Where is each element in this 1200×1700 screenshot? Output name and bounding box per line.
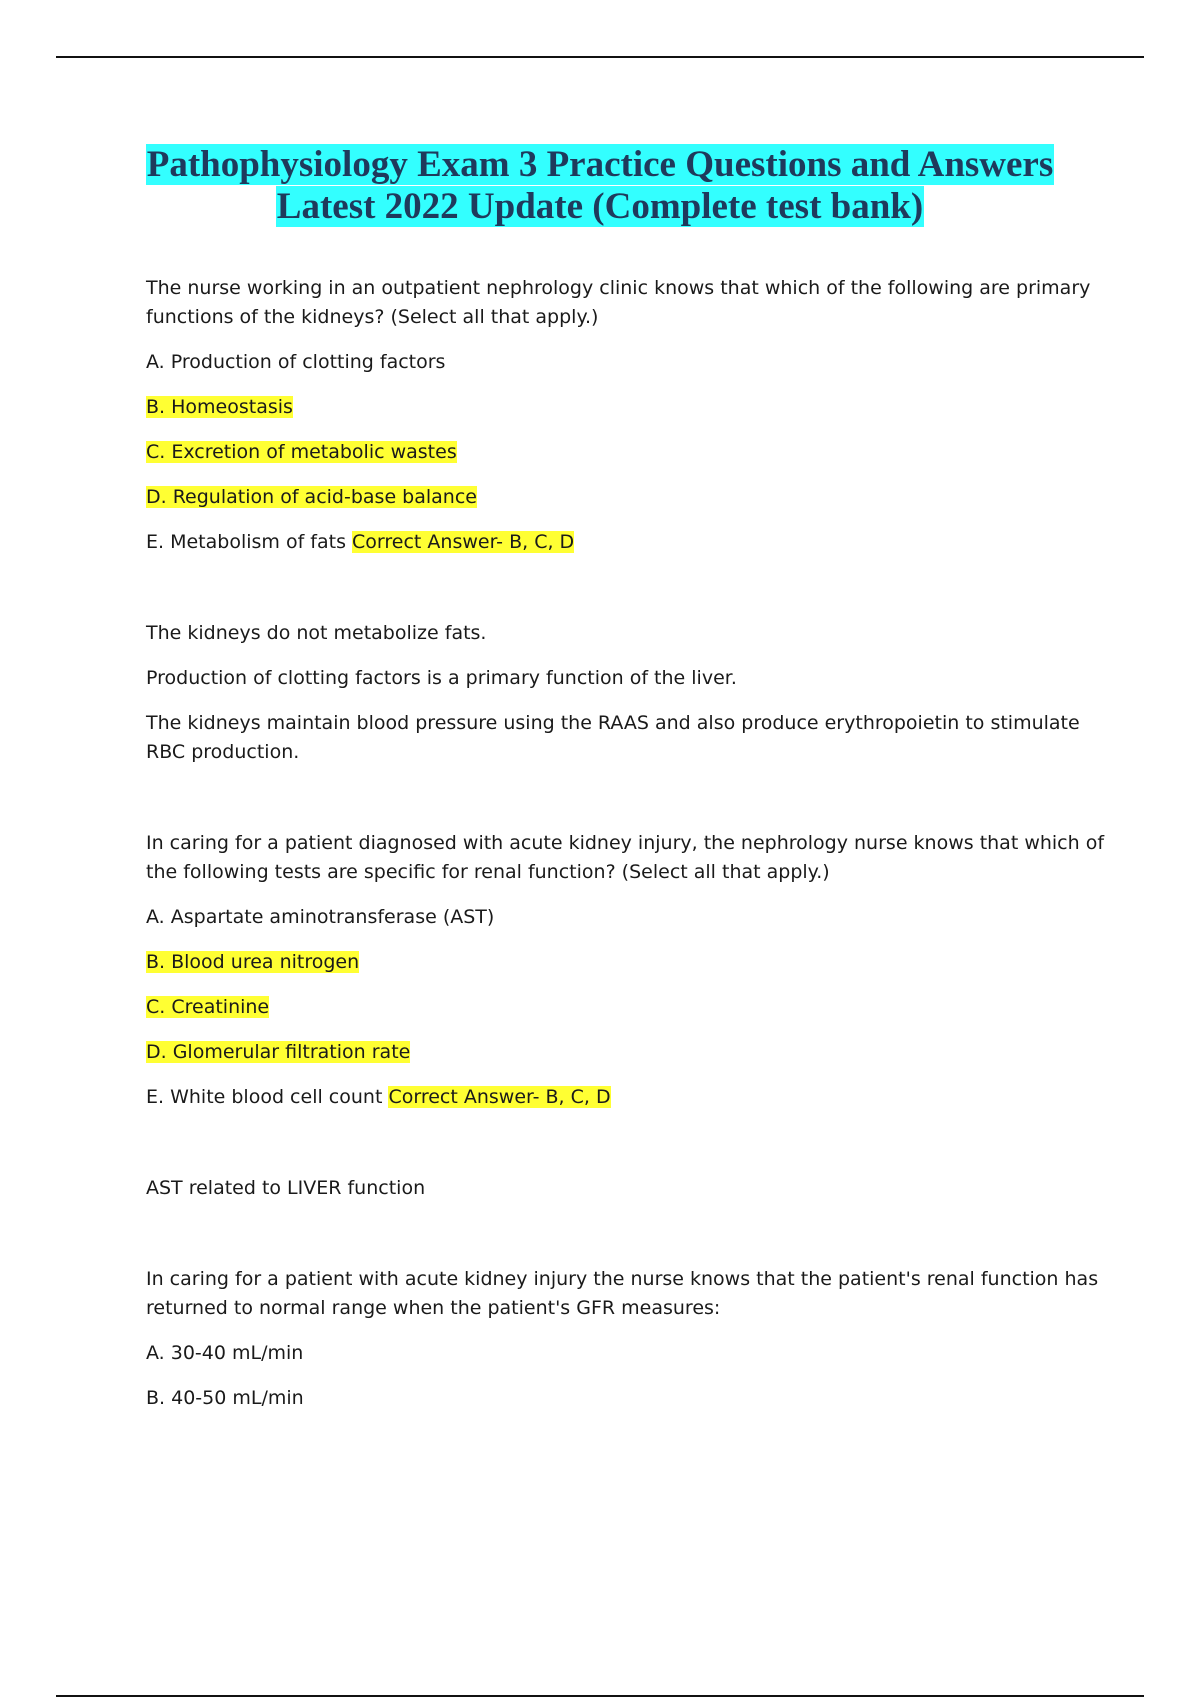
title-line-1: Pathophysiology Exam 3 Practice Questions and Answers <box>146 144 1054 185</box>
option-b: B. Blood urea nitrogen <box>146 951 360 973</box>
correct-answer: Correct Answer- B, C, D <box>352 531 575 553</box>
option-a: A. Aspartate aminotransferase (AST) <box>146 906 495 928</box>
option-b: B. Homeostasis <box>146 396 293 418</box>
option-d: D. Regulation of acid-base balance <box>146 486 477 508</box>
option-a: A. 30-40 mL/min <box>146 1342 304 1364</box>
bottom-rule <box>56 1695 1144 1697</box>
question-stem: The nurse working in an outpatient nephrology clinic knows that which of the following are primary functions of the kidneys? (Select all that apply.) <box>146 277 1091 328</box>
option-a: A. Production of clotting factors <box>146 351 446 373</box>
document-body <box>146 274 1106 1413</box>
option-e: E. White blood cell count Correct Answer- B, C, D <box>146 1086 611 1108</box>
question-stem: In caring for a patient with acute kidney injury the nurse knows that the patient's renal function has returned to normal range when the patient's GFR measures: <box>146 1268 1099 1319</box>
document-title <box>60 144 1140 228</box>
option-e: E. Metabolism of fats Correct Answer- B, C, D <box>146 531 575 553</box>
option-d: D. Glomerular filtration rate <box>146 1041 411 1063</box>
option-c: C. Excretion of metabolic wastes <box>146 441 457 463</box>
explanation: The kidneys maintain blood pressure using the RAAS and also produce erythropoietin to stimulate RBC production. <box>146 712 1080 763</box>
title-line-2: Latest 2022 Update (Complete test bank) <box>276 186 924 227</box>
explanation: AST related to LIVER function <box>146 1177 426 1199</box>
correct-answer: Correct Answer- B, C, D <box>388 1086 611 1108</box>
option-c: C. Creatinine <box>146 996 270 1018</box>
explanation: The kidneys do not metabolize fats. <box>146 622 487 644</box>
top-rule <box>56 56 1144 58</box>
question-stem: In caring for a patient diagnosed with acute kidney injury, the nephrology nurse knows that which of the following tests are specific for renal function? (Select all that apply.) <box>146 832 1105 883</box>
explanation: Production of clotting factors is a primary function of the liver. <box>146 667 737 689</box>
option-b: B. 40-50 mL/min <box>146 1387 304 1409</box>
